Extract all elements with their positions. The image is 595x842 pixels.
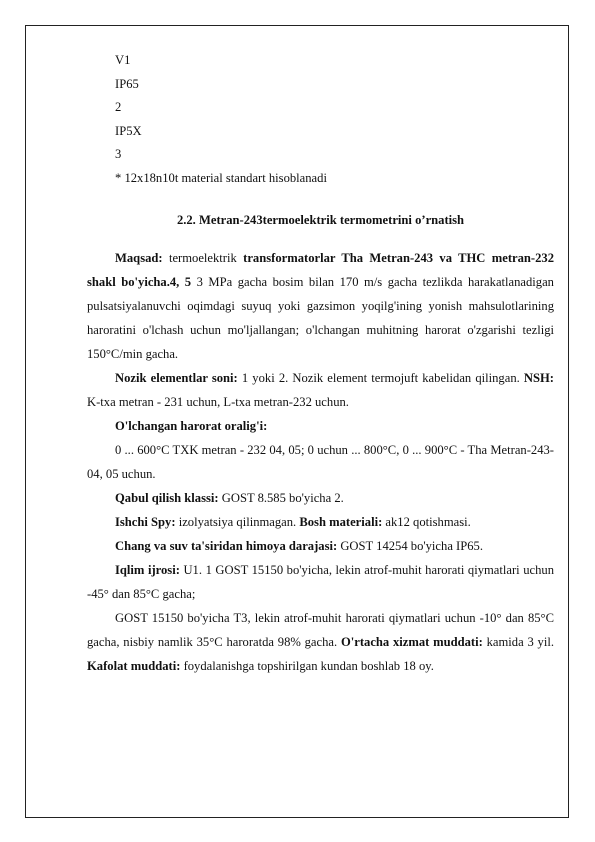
text-span: K-txa metran - 231 uchun, L-txa metran-232 uchun. — [87, 394, 349, 409]
text-span: GOST 14254 bo'yicha IP65. — [337, 538, 483, 553]
bold-span: transformatorlar Tha Metran-243 va THC metran-232 shakl bo'yicha.4, 5 — [87, 250, 555, 289]
label-range: O'lchangan harorat oralig'i: — [115, 418, 268, 433]
label-protection: Chang va suv ta'siridan himoya darajasi: — [115, 538, 338, 553]
label-material: Bosh materiali: — [299, 514, 383, 529]
label-climate: Iqlim ijrosi: — [115, 562, 180, 577]
text-span: GOST 8.585 bo'yicha 2. — [218, 490, 344, 505]
text-span: termoelektrik — [162, 250, 244, 265]
text-span: 1 yoki 2. Nozik element termojuft kabelidan qilingan. — [237, 370, 524, 385]
paragraph-elements — [87, 366, 554, 414]
list-item: IP65 — [115, 76, 139, 91]
label-purpose: Maqsad: — [115, 250, 163, 265]
label-elements: Nozik elementlar soni: — [115, 370, 238, 385]
label-warranty: Kafolat muddati: — [87, 658, 181, 673]
section-heading: 2.2. Metran-243termoelektrik termometrini o’rnatish — [176, 212, 465, 227]
text-span: 3 MPa gacha bosim bilan 170 m/s gacha tezlikda harakatlanadigan pulsatsiyalanuvchi oqimdagi suyuq yoki gazsimon yoqilg'ining yonish mahsulotlarining haroratini o'lchash uchun mo'ljallangan; o'lchangan muhitning harorat o'zgarishi tezligi 150°C/min gacha. — [87, 274, 554, 361]
label-service: O'rtacha xizmat muddati: — [340, 634, 483, 649]
text-span: izolyatsiya qilinmagan. — [175, 514, 300, 529]
paragraph-purpose — [87, 246, 554, 366]
label-nsh: NSH: — [523, 370, 554, 385]
paragraph-range-label — [87, 414, 554, 438]
text-span: U1. 1 GOST 15150 bo'yicha, lekin atrof-muhit harorati qiymatlari uchun -45° dan 85°C gacha; — [87, 562, 554, 601]
paragraph-range: 0 ... 600°C TXK metran - 232 04, 05; 0 uchun ... 800°C, 0 ... 900°C - Tha Metran-243-04, 05 uchun. — [87, 442, 554, 481]
text-span: kamida 3 yil. — [482, 634, 554, 649]
label-accept-class: Qabul qilish klassi: — [115, 490, 219, 505]
list-item: 3 — [115, 147, 122, 162]
list-item: 2 — [115, 100, 122, 115]
list-item: IP5X — [115, 123, 142, 138]
text-span: GOST 15150 bo'yicha T3, lekin atrof-muhit harorati qiymatlari uchun -10° dan 85°C gacha, nisbiy namlik 35°C haroratda 98% gacha. — [87, 610, 554, 649]
paragraph-working — [87, 510, 554, 534]
paragraph-service — [87, 606, 554, 678]
list-item-note: * 12x18n10t material standart hisoblanadi — [115, 170, 327, 185]
paragraph-protection — [87, 534, 554, 558]
list-item: V1 — [115, 53, 131, 67]
text-span: foydalanishga topshirilgan kundan boshlab 18 oy. — [180, 658, 434, 673]
document-body — [87, 49, 554, 678]
paragraph-climate — [87, 558, 554, 606]
text-span: ak12 qotishmasi. — [382, 514, 471, 529]
label-working: Ishchi Spy: — [115, 514, 176, 529]
paragraph-accept-class — [87, 486, 554, 510]
